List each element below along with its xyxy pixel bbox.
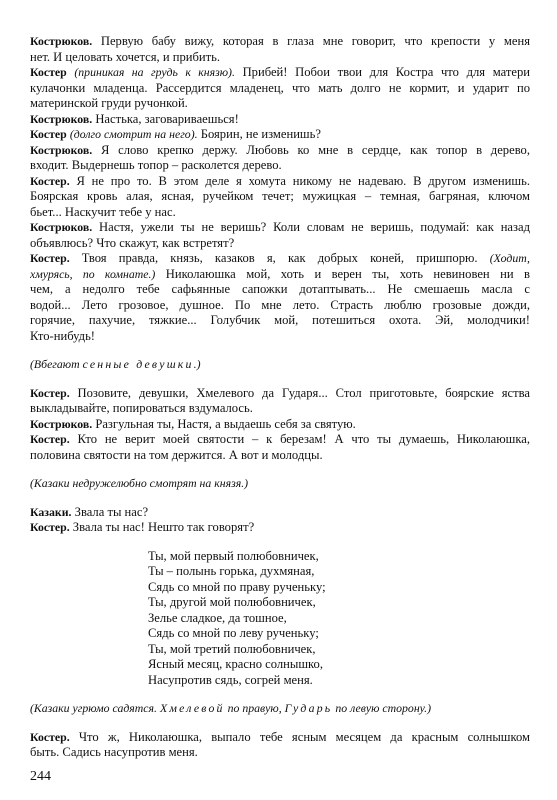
stage-direction: .) — [193, 357, 201, 371]
speaker-name: Кострюков. — [30, 34, 93, 48]
speaker-name: Кострюков. — [30, 416, 93, 431]
text-line — [30, 81, 530, 97]
text-line — [30, 520, 530, 536]
line-text: Зелье сладкое, да тошное, — [148, 610, 287, 625]
line-text: Первую бабу вижу, которая в глаза мне говорит, что крепости у меня — [92, 34, 530, 48]
line-text: Насупротив сядь, согрей меня. — [148, 672, 313, 687]
speaker-name: Костер. — [30, 520, 70, 534]
stage-direction-spaced: Гударь — [284, 701, 333, 715]
line-text: Боярин, не изменишь? — [197, 127, 321, 141]
line-text: Ты, другой мой полюбовничек, — [148, 595, 316, 609]
line-text: Звала ты нас! Нешто так говорят? — [69, 520, 255, 534]
line-gap — [30, 536, 530, 549]
line-gap — [30, 688, 530, 701]
text-line — [30, 313, 530, 329]
text-line — [30, 174, 530, 190]
stage-direction: (Ходит, — [489, 251, 530, 265]
line-gap — [30, 717, 530, 730]
text-line — [30, 476, 530, 492]
line-text: быть. Садись насупротив меня. — [30, 745, 198, 759]
text-line — [30, 158, 530, 174]
line-text: Позовите, девушки, Хмелевого да Гударя... Стол приготовьте, боярские яства — [69, 385, 530, 400]
verse-line — [30, 657, 530, 673]
line-text: Я слово крепко держу. Любовь ко мне в сердце, как топор в дерево, — [92, 142, 530, 157]
verse-line — [30, 611, 530, 627]
text-line — [30, 730, 530, 746]
line-text: Сядь со мной по леву рученьку; — [148, 626, 319, 640]
text-line — [30, 267, 530, 283]
speaker-name: Кострюков. — [30, 142, 93, 157]
text-line — [30, 205, 530, 221]
text-line — [30, 298, 530, 314]
verse-line — [30, 595, 530, 611]
line-gap — [30, 492, 530, 505]
stage-direction: хмурясь, по комнате.) — [30, 266, 156, 281]
line-text: Твоя правда, князь, казаков я, как добрых коней, пришпорю. — [69, 251, 490, 265]
text-line — [30, 432, 530, 448]
line-text: Разгульная ты, Настя, а выдаешь себя за святую. — [92, 416, 356, 431]
stage-direction: (Вбегают — [30, 357, 83, 371]
line-text: Николаюшка мой, хоть и верен ты, хоть невиновен ни в — [155, 266, 530, 281]
line-text: Я не про то. В этом деле я хомута никому не надеваю. В другом изменишь. — [69, 173, 530, 188]
line-text: Настя, ужели ты не веришь? Коли словам не веришь, подумай: как назад — [92, 220, 530, 234]
text-line — [30, 701, 530, 717]
line-gap — [30, 344, 530, 357]
stage-direction: по правую, — [224, 701, 285, 715]
stage-direction: (Казаки угрюмо садятся. — [30, 701, 160, 715]
line-text: материнской груди ручонкой. — [30, 96, 188, 110]
verse-line — [30, 564, 530, 580]
line-text: Сядь со мной по праву рученьку; — [148, 579, 326, 594]
play-text — [30, 34, 530, 761]
verse-line — [30, 549, 530, 565]
verse-line — [30, 642, 530, 658]
speaker-name: Кострюков. — [30, 220, 93, 234]
stage-direction: (приникая на грудь к князю). — [74, 65, 235, 79]
text-line — [30, 65, 530, 81]
text-line — [30, 96, 530, 112]
stage-direction: (Казаки недружелюбно смотрят на князя.) — [30, 476, 249, 490]
line-gap — [30, 463, 530, 476]
text-line — [30, 357, 530, 373]
speaker-name: Костер. — [30, 173, 70, 188]
text-line — [30, 329, 530, 345]
line-text: водой... Лето грозовое, душное. По мне лето. Страсть люблю грозовые дожди, — [30, 297, 530, 312]
text-line — [30, 143, 530, 159]
speaker-name: Кострюков. — [30, 111, 93, 126]
stage-direction-spaced: Хмелевой — [159, 701, 225, 715]
line-text: половина святости на том держится. А вот и молодцы. — [30, 447, 323, 462]
line-text: объявлюсь? Что скажут, как встретят? — [30, 235, 235, 250]
text-line — [30, 236, 530, 252]
text-line — [30, 282, 530, 298]
verse-line — [30, 580, 530, 596]
speaker-name: Костер. — [30, 251, 70, 265]
text-line — [30, 112, 530, 128]
text-line — [30, 448, 530, 464]
stage-direction: по левую сторону.) — [332, 701, 432, 715]
line-text: входит. Выдернешь топор – расколется дерево. — [30, 158, 282, 172]
line-text: Ты, мой первый полюбовничек, — [148, 548, 319, 563]
stage-direction-spaced: сенные девушки — [82, 357, 194, 371]
line-text: Ты, мой третий полюбовничек, — [148, 641, 316, 656]
text-line — [30, 386, 530, 402]
line-text: бьет... Наскучит тебе у нас. — [30, 204, 176, 219]
line-text: горячие, пахучие, тяжкие... Голубчик мой, потешиться охота. Эй, молодчики! — [30, 313, 530, 327]
speaker-name: Костер. — [30, 385, 70, 400]
text-line — [30, 251, 530, 267]
line-text: Кто-нибудь! — [30, 328, 96, 343]
line-text: Ты – полынь горька, духмяная, — [148, 564, 315, 578]
speaker-name: Костер — [30, 65, 67, 79]
verse-line — [30, 626, 530, 642]
speaker-name: Костер — [30, 127, 67, 141]
text-line — [30, 189, 530, 205]
line-text: Ясный месяц, красно солнышко, — [148, 657, 323, 671]
speaker-name: Костер. — [30, 432, 70, 446]
line-text: Боярская кровь алая, ясная, ручейком течет; мужицкая – темная, багряная, ключом — [30, 189, 530, 203]
line-gap — [30, 373, 530, 386]
line-text: Настька, заговариваешься! — [92, 111, 239, 126]
line-text: кулачонки младенца. Рассердится младенец, что мать долго не кормит, и ударит по — [30, 80, 530, 95]
text-line — [30, 220, 530, 236]
text-line — [30, 34, 530, 50]
line-text: Звала ты нас? — [71, 504, 149, 519]
page-number: 244 — [30, 769, 51, 784]
text-line — [30, 505, 530, 521]
line-text: Что ж, Николаюшка, выпало тебе ясным месяцем да красным солнышком — [69, 729, 530, 744]
line-text: нет. И целовать хочется, и прибить. — [30, 49, 221, 64]
line-text: Кто не верит моей святости – к березам! А что ты думаешь, Николаюшка, — [69, 432, 530, 446]
text-line — [30, 417, 530, 433]
text-line — [30, 127, 530, 143]
line-text: Прибей! Побои твои для Костра что для матери — [234, 65, 530, 79]
text-line — [30, 745, 530, 761]
speaker-name: Костер. — [30, 729, 70, 744]
text-line — [30, 401, 530, 417]
verse-line — [30, 673, 530, 689]
text-line — [30, 50, 530, 66]
stage-direction: (долго смотрит на него). — [69, 127, 198, 141]
line-text: выкладывайте, попироваться вздумалось. — [30, 401, 253, 415]
speaker-name: Казаки. — [30, 504, 72, 519]
line-text: чем, а недолго тебе сафьянные сапожки дотаптывать... Не смешаешь масла с — [30, 282, 530, 296]
